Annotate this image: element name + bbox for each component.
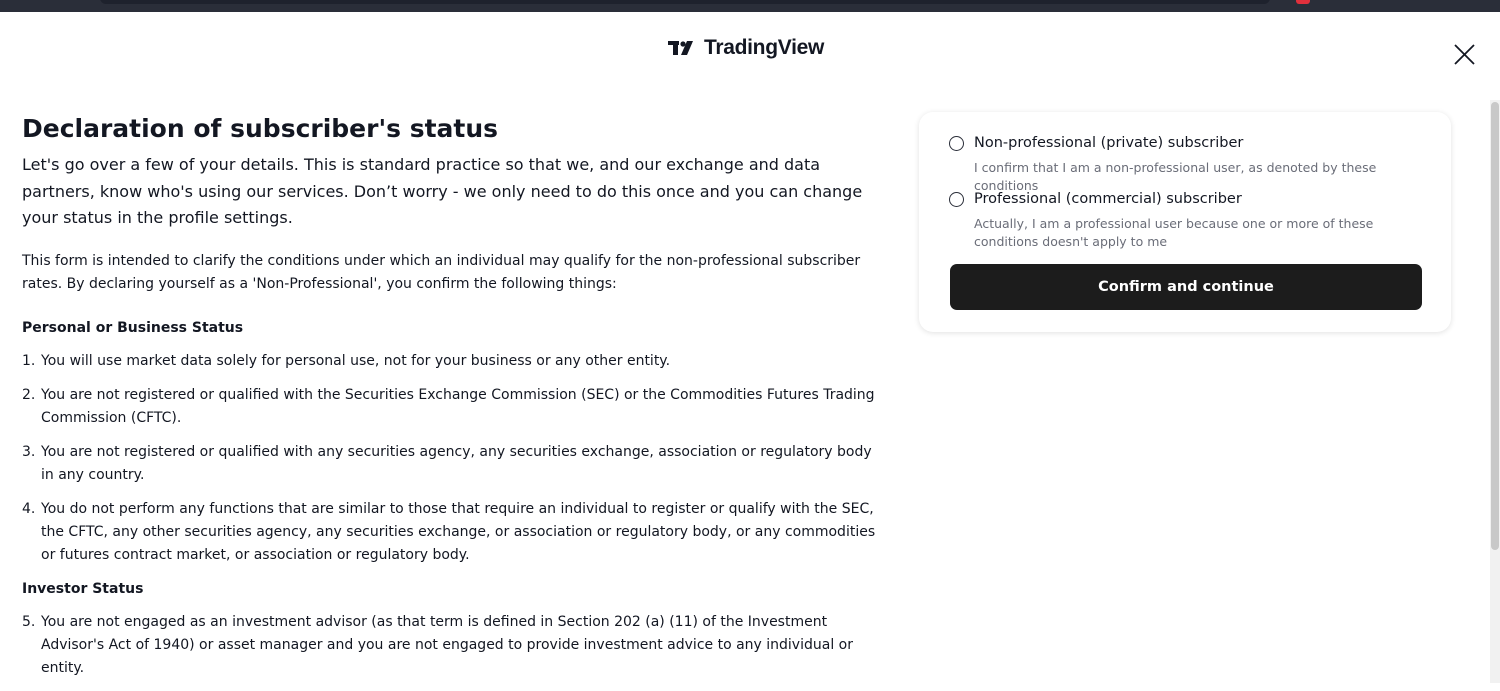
list-item-number: 3. bbox=[22, 443, 36, 460]
lead-paragraph: Let's go over a few of your details. This is standard practice so that we, and our exchange and data partners, know who's using our services. Don’t worry - we only need to do this once and you can change your status in the profile settings. bbox=[22, 155, 863, 227]
close-icon bbox=[1450, 40, 1478, 68]
option-professional[interactable] bbox=[949, 189, 1429, 251]
declaration-content bbox=[22, 110, 882, 691]
list-item-number: 1. bbox=[22, 352, 36, 369]
brand-name: TradingView bbox=[704, 36, 825, 59]
scrollbar-thumb[interactable] bbox=[1491, 102, 1499, 550]
scrollbar[interactable] bbox=[1490, 100, 1500, 683]
list-item-text: You do not perform any functions that are similar to those that require an individual to register or qualify with the SEC, the CFTC, any other securities agency, any securities exchange, or association or regulatory body, or any commodities or futures contract market, or association or regulatory body. bbox=[41, 500, 876, 563]
option-label: Non-professional (private) subscriber bbox=[974, 135, 1244, 151]
list-item-text: You are not registered or qualified with any securities agency, any securities exchange, association or regulatory body in any country. bbox=[41, 443, 872, 483]
list-item-text: You are not engaged as an investment advisor (as that term is defined in Section 202 (a) (11) of the Investment Advisor's Act of 1940) or asset manager and you are not engaged to provide investment advice to any individual or entity. bbox=[41, 613, 853, 676]
radio-non-professional[interactable] bbox=[949, 136, 964, 151]
brand-logo bbox=[668, 36, 824, 60]
list-item bbox=[22, 441, 882, 487]
tradingview-logo-icon bbox=[668, 39, 696, 57]
conditions-list-personal-business bbox=[22, 350, 882, 567]
intro-paragraph: This form is intended to clarify the conditions under which an individual may qualify for the non-professional subscriber rates. By declaring yourself as a 'Non-Professional', you confirm the following things: bbox=[22, 252, 861, 292]
list-item bbox=[22, 498, 882, 567]
list-item-text: You will use market data solely for personal use, not for your business or any other entity. bbox=[41, 352, 671, 369]
close-button[interactable] bbox=[1450, 40, 1478, 68]
page-title: Declaration of subscriber's status bbox=[22, 114, 499, 143]
list-item bbox=[22, 350, 882, 373]
list-item-number: 2. bbox=[22, 386, 36, 403]
option-description: Actually, I am a professional user because one or more of these conditions doesn't apply to me bbox=[974, 216, 1374, 249]
list-item bbox=[22, 611, 882, 680]
radio-professional[interactable] bbox=[949, 192, 964, 207]
section-heading-investor-status: Investor Status bbox=[22, 580, 144, 597]
section-heading-personal-business: Personal or Business Status bbox=[22, 319, 244, 336]
list-item-number: 5. bbox=[22, 613, 36, 630]
option-description: I confirm that I am a non-professional user, as denoted by these conditions bbox=[974, 160, 1377, 193]
confirm-and-continue-button[interactable]: Confirm and continue bbox=[950, 264, 1422, 310]
subscriber-status-card bbox=[919, 112, 1451, 332]
address-bar[interactable] bbox=[100, 0, 1270, 4]
option-non-professional[interactable] bbox=[949, 133, 1429, 193]
notification-indicator bbox=[1296, 0, 1310, 4]
list-item-number: 4. bbox=[22, 500, 36, 517]
option-label: Professional (commercial) subscriber bbox=[974, 191, 1242, 207]
list-item-text: You are not registered or qualified with the Securities Exchange Commission (SEC) or the Commodities Futures Trading Commission (CFTC). bbox=[41, 386, 875, 426]
list-item bbox=[22, 384, 882, 430]
conditions-list-investor-status bbox=[22, 611, 882, 680]
browser-top-bar bbox=[0, 0, 1500, 12]
